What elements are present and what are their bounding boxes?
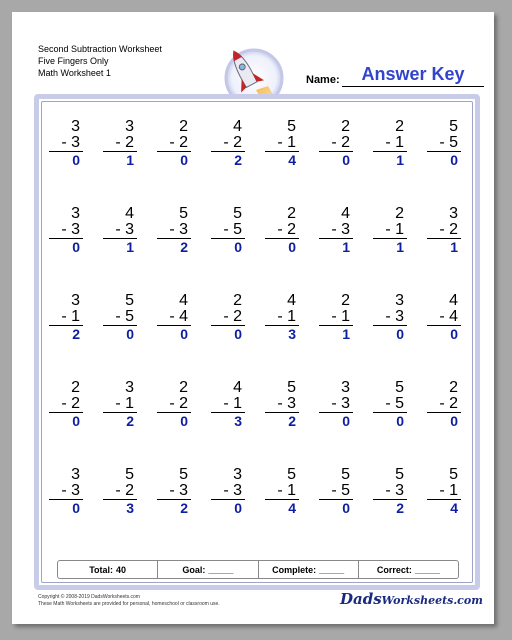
answer: 3 bbox=[288, 326, 296, 342]
worksheet-subtitle: Five Fingers Only bbox=[38, 56, 109, 66]
minuend: 4 bbox=[233, 379, 242, 396]
subtraction-problem bbox=[49, 119, 83, 206]
subtrahend: - 5 bbox=[427, 135, 461, 152]
answer: 0 bbox=[180, 326, 188, 342]
brand-logo bbox=[340, 590, 483, 608]
subtrahend: - 2 bbox=[211, 135, 245, 152]
answer: 1 bbox=[342, 326, 350, 342]
problem-row bbox=[49, 206, 461, 293]
subtraction-problem bbox=[49, 380, 83, 467]
subtraction-problem bbox=[103, 119, 137, 206]
answer: 2 bbox=[126, 413, 134, 429]
problem-row bbox=[49, 293, 461, 380]
goal-label: Goal: bbox=[182, 564, 206, 575]
subtraction-problem bbox=[265, 467, 299, 554]
answer: 0 bbox=[450, 152, 458, 168]
minuend: 4 bbox=[233, 118, 242, 135]
answer: 0 bbox=[234, 500, 242, 516]
subtraction-problem bbox=[211, 206, 245, 293]
minuend: 4 bbox=[449, 292, 458, 309]
subtrahend: - 1 bbox=[265, 135, 299, 152]
subtrahend: - 2 bbox=[265, 222, 299, 239]
minuend: 5 bbox=[341, 466, 350, 483]
minuend: 5 bbox=[395, 466, 404, 483]
subtrahend: - 3 bbox=[265, 396, 299, 413]
minuend: 2 bbox=[179, 118, 188, 135]
subtrahend: - 3 bbox=[49, 135, 83, 152]
name-field-line[interactable] bbox=[342, 86, 484, 87]
answer: 2 bbox=[180, 239, 188, 255]
subtrahend: - 2 bbox=[103, 135, 137, 152]
minuend: 2 bbox=[233, 292, 242, 309]
subtraction-problem bbox=[157, 206, 191, 293]
answer: 0 bbox=[342, 500, 350, 516]
subtrahend: - 1 bbox=[373, 222, 407, 239]
subtraction-problem bbox=[211, 293, 245, 380]
subtraction-problem bbox=[49, 206, 83, 293]
subtraction-problem bbox=[103, 293, 137, 380]
minuend: 4 bbox=[125, 205, 134, 222]
minuend: 2 bbox=[179, 379, 188, 396]
subtrahend: - 3 bbox=[319, 222, 353, 239]
subtraction-problem bbox=[103, 380, 137, 467]
answer: 2 bbox=[234, 152, 242, 168]
usage-line: These Math Worksheets are provided for personal, homeschool or classroom use. bbox=[38, 601, 220, 607]
total-cell bbox=[58, 561, 158, 578]
minuend: 3 bbox=[449, 205, 458, 222]
answer: 0 bbox=[72, 239, 80, 255]
minuend: 5 bbox=[287, 466, 296, 483]
minuend: 5 bbox=[395, 379, 404, 396]
subtraction-problem bbox=[211, 380, 245, 467]
subtraction-problem bbox=[427, 206, 461, 293]
answer: 0 bbox=[450, 413, 458, 429]
answer: 0 bbox=[72, 152, 80, 168]
subtrahend: - 2 bbox=[157, 396, 191, 413]
subtraction-problem bbox=[49, 293, 83, 380]
answer: 0 bbox=[180, 413, 188, 429]
subtrahend: - 2 bbox=[319, 135, 353, 152]
minuend: 4 bbox=[179, 292, 188, 309]
minuend: 3 bbox=[71, 292, 80, 309]
minuend: 3 bbox=[125, 118, 134, 135]
answer: 2 bbox=[72, 326, 80, 342]
answer: 2 bbox=[288, 413, 296, 429]
subtrahend: - 3 bbox=[319, 396, 353, 413]
copyright-line: Copyright © 2008-2019 DadsWorksheets.com bbox=[38, 594, 140, 600]
subtraction-problem bbox=[103, 206, 137, 293]
subtraction-problem bbox=[427, 467, 461, 554]
subtraction-problem bbox=[319, 119, 353, 206]
answer: 0 bbox=[234, 239, 242, 255]
answer: 1 bbox=[126, 152, 134, 168]
brand-part-1: Dads bbox=[340, 590, 382, 608]
answer: 0 bbox=[396, 413, 404, 429]
total-label: Total: bbox=[89, 564, 114, 575]
answer: 0 bbox=[450, 326, 458, 342]
minuend: 3 bbox=[71, 466, 80, 483]
answer: 1 bbox=[450, 239, 458, 255]
worksheet-title: Second Subtraction Worksheet bbox=[38, 44, 162, 54]
subtrahend: - 3 bbox=[373, 309, 407, 326]
subtrahend: - 3 bbox=[373, 483, 407, 500]
name-label: Name: bbox=[306, 74, 340, 86]
score-table bbox=[57, 560, 459, 579]
minuend: 3 bbox=[395, 292, 404, 309]
minuend: 4 bbox=[341, 205, 350, 222]
subtraction-problem bbox=[211, 119, 245, 206]
minuend: 3 bbox=[233, 466, 242, 483]
subtraction-problem bbox=[211, 467, 245, 554]
subtraction-problem bbox=[427, 119, 461, 206]
correct-value[interactable]: _____ bbox=[414, 564, 440, 575]
subtraction-problem bbox=[265, 380, 299, 467]
copyright-notice bbox=[38, 594, 220, 608]
problem-row bbox=[49, 380, 461, 467]
subtraction-problem bbox=[103, 467, 137, 554]
answer: 1 bbox=[396, 152, 404, 168]
subtraction-problem bbox=[49, 467, 83, 554]
subtrahend: - 1 bbox=[49, 309, 83, 326]
complete-cell[interactable] bbox=[259, 561, 359, 578]
subtrahend: - 1 bbox=[265, 309, 299, 326]
subtrahend: - 2 bbox=[427, 222, 461, 239]
subtraction-problem bbox=[265, 293, 299, 380]
problem-row bbox=[49, 467, 461, 554]
minuend: 4 bbox=[287, 292, 296, 309]
answer: 0 bbox=[234, 326, 242, 342]
subtrahend: - 4 bbox=[427, 309, 461, 326]
subtraction-problem bbox=[265, 119, 299, 206]
minuend: 2 bbox=[395, 118, 404, 135]
minuend: 5 bbox=[179, 466, 188, 483]
answer: 0 bbox=[342, 152, 350, 168]
subtrahend: - 3 bbox=[49, 222, 83, 239]
subtraction-problem bbox=[319, 293, 353, 380]
subtraction-problem bbox=[373, 293, 407, 380]
subtrahend: - 1 bbox=[427, 483, 461, 500]
problem-grid bbox=[49, 119, 461, 554]
goal-value[interactable]: _____ bbox=[208, 564, 234, 575]
subtrahend: - 5 bbox=[103, 309, 137, 326]
answer: 0 bbox=[180, 152, 188, 168]
brand-part-2: Worksheets.com bbox=[381, 594, 483, 607]
subtraction-problem bbox=[157, 380, 191, 467]
worksheet-info bbox=[38, 43, 162, 79]
minuend: 3 bbox=[341, 379, 350, 396]
answer: 1 bbox=[342, 239, 350, 255]
answer: 1 bbox=[126, 239, 134, 255]
minuend: 5 bbox=[287, 118, 296, 135]
subtraction-problem bbox=[427, 380, 461, 467]
goal-cell[interactable] bbox=[158, 561, 258, 578]
subtraction-problem bbox=[319, 380, 353, 467]
minuend: 5 bbox=[287, 379, 296, 396]
subtraction-problem bbox=[157, 293, 191, 380]
answer: 2 bbox=[396, 500, 404, 516]
answer-key-title: Answer Key bbox=[361, 64, 465, 84]
minuend: 5 bbox=[233, 205, 242, 222]
answer: 3 bbox=[126, 500, 134, 516]
minuend: 3 bbox=[71, 118, 80, 135]
answer: 4 bbox=[288, 152, 296, 168]
subtrahend: - 2 bbox=[211, 309, 245, 326]
minuend: 2 bbox=[341, 292, 350, 309]
subtrahend: - 5 bbox=[373, 396, 407, 413]
correct-cell[interactable] bbox=[359, 561, 458, 578]
minuend: 5 bbox=[125, 466, 134, 483]
minuend: 5 bbox=[179, 205, 188, 222]
answer: 2 bbox=[180, 500, 188, 516]
answer: 4 bbox=[288, 500, 296, 516]
worksheet-number: Math Worksheet 1 bbox=[38, 68, 111, 78]
answer: 0 bbox=[396, 326, 404, 342]
minuend: 2 bbox=[449, 379, 458, 396]
subtrahend: - 3 bbox=[49, 483, 83, 500]
subtrahend: - 3 bbox=[211, 483, 245, 500]
answer: 0 bbox=[72, 413, 80, 429]
worksheet-page bbox=[12, 12, 494, 624]
subtrahend: - 2 bbox=[49, 396, 83, 413]
subtraction-problem bbox=[373, 119, 407, 206]
answer: 0 bbox=[72, 500, 80, 516]
minuend: 2 bbox=[341, 118, 350, 135]
answer: 1 bbox=[396, 239, 404, 255]
minuend: 2 bbox=[287, 205, 296, 222]
subtraction-problem bbox=[427, 293, 461, 380]
minuend: 2 bbox=[71, 379, 80, 396]
minuend: 5 bbox=[125, 292, 134, 309]
answer: 0 bbox=[126, 326, 134, 342]
total-value: 40 bbox=[116, 564, 127, 575]
subtrahend: - 1 bbox=[373, 135, 407, 152]
subtrahend: - 1 bbox=[265, 483, 299, 500]
subtraction-problem bbox=[373, 206, 407, 293]
minuend: 2 bbox=[395, 205, 404, 222]
subtrahend: - 5 bbox=[211, 222, 245, 239]
minuend: 5 bbox=[449, 118, 458, 135]
answer: 3 bbox=[234, 413, 242, 429]
subtraction-problem bbox=[319, 206, 353, 293]
answer: 4 bbox=[450, 500, 458, 516]
minuend: 5 bbox=[449, 466, 458, 483]
subtrahend: - 3 bbox=[157, 222, 191, 239]
subtraction-problem bbox=[157, 119, 191, 206]
complete-value[interactable]: _____ bbox=[319, 564, 345, 575]
subtraction-problem bbox=[373, 380, 407, 467]
subtraction-problem bbox=[157, 467, 191, 554]
subtrahend: - 2 bbox=[103, 483, 137, 500]
complete-label: Complete: bbox=[272, 564, 317, 575]
subtrahend: - 5 bbox=[319, 483, 353, 500]
subtrahend: - 4 bbox=[157, 309, 191, 326]
subtrahend: - 2 bbox=[157, 135, 191, 152]
correct-label: Correct: bbox=[376, 564, 412, 575]
subtrahend: - 2 bbox=[427, 396, 461, 413]
problem-row bbox=[49, 119, 461, 206]
subtrahend: - 1 bbox=[319, 309, 353, 326]
subtrahend: - 1 bbox=[211, 396, 245, 413]
answer: 0 bbox=[288, 239, 296, 255]
problem-frame bbox=[34, 94, 480, 590]
minuend: 3 bbox=[125, 379, 134, 396]
subtraction-problem bbox=[265, 206, 299, 293]
subtrahend: - 3 bbox=[157, 483, 191, 500]
subtrahend: - 1 bbox=[103, 396, 137, 413]
subtrahend: - 3 bbox=[103, 222, 137, 239]
subtraction-problem bbox=[319, 467, 353, 554]
subtraction-problem bbox=[373, 467, 407, 554]
minuend: 3 bbox=[71, 205, 80, 222]
answer: 0 bbox=[342, 413, 350, 429]
